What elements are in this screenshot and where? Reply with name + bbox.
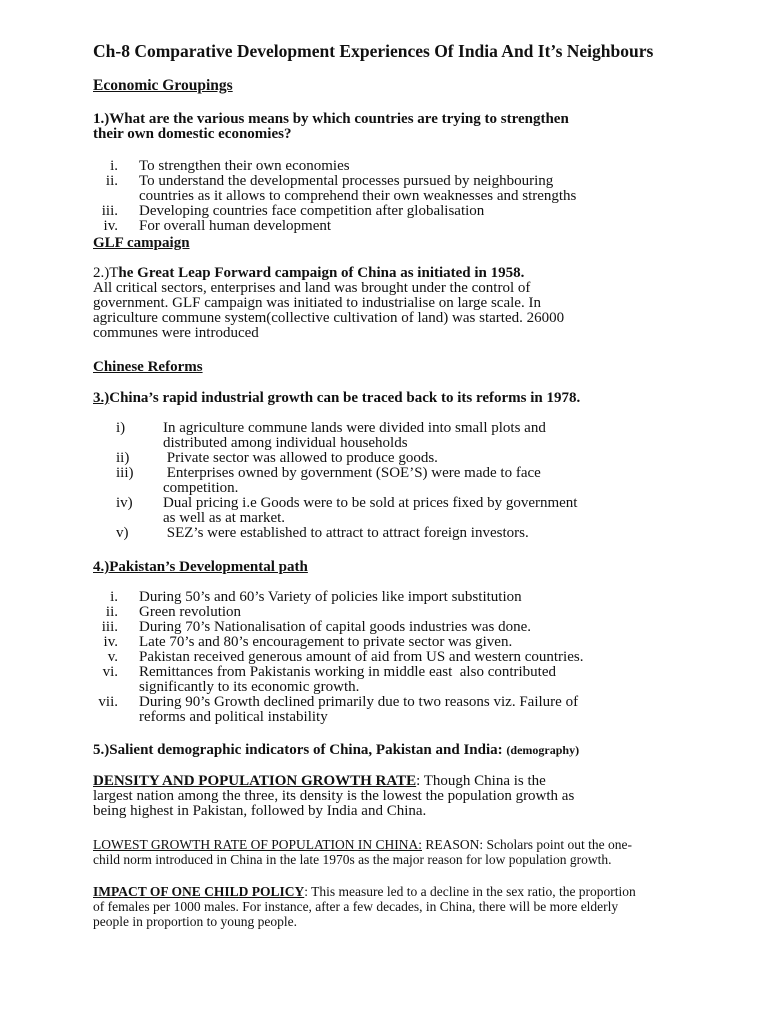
list-pakistan-path: i. During 50’s and 60’s Variety of policies like import substitution ii. Green revolution iii. During 70’s Nationalisation of capital goods industries was done. iv. Late 70’s and 80’s encouragement to private sector was given. v. Pakistan received generous amount of aid from US and western countries. vi. Remittances from Pakistanis working in middle east also contributed significantly to its economic growth. vii. During 90’s Growth declined primarily due to two reasons viz. Failure of reforms and political instability (93, 590, 713, 725)
list-item: i) In agriculture commune lands were divided into small plots and (116, 420, 546, 436)
list-item: i. To strengthen their own economies (110, 158, 350, 174)
question-2: 2.)The Great Leap Forward campaign of China as initiated in 1958. (93, 265, 525, 281)
lowest-growth-paragraph: LOWEST GROWTH RATE OF POPULATION IN CHINA: REASON: Scholars point out the one- child norm introduced in China in the late 1970s as the major reason for low population growth. (93, 837, 632, 867)
section-heading-chinese-reforms: Chinese Reforms (93, 359, 203, 375)
question-5: 5.)Salient demographic indicators of China, Pakistan and India: (demography) (93, 742, 580, 758)
list-chinese-reforms: i) In agriculture commune lands were divided into small plots and distributed among individual households ii) Private sector was allowed to produce goods. iii) Enterprises owned by government (SOE’S) were made to face competition. iv) Dual pricing i.e Goods were to be sold at prices fixed by government as well as at market. v) SEZ’s were established to attract to attract foreign investors. (93, 421, 713, 541)
list-item: iv) Dual pricing i.e Goods were to be sold at prices fixed by government (116, 495, 578, 511)
list-economic-groupings: i. To strengthen their own economies ii. To understand the developmental processes pursued by neighbouring countries as it allows to comprehend their own weaknesses and strengths iii. Developing countries face competition after globalisation iv. For overall human development (93, 159, 713, 234)
list-item: v) SEZ’s were established to attract to attract foreign investors. (116, 525, 529, 541)
section-heading-pakistan-path: 4.)Pakistan’s Developmental path (93, 559, 308, 575)
list-item: ii) Private sector was allowed to produce goods. (116, 450, 438, 466)
one-child-policy-paragraph: IMPACT OF ONE CHILD POLICY: This measure led to a decline in the sex ratio, the proportion of females per 1000 males. For instance, after a few decades, in China, there will be more elderly people in proportion to young people. (93, 884, 636, 929)
page-title: Ch-8 Comparative Development Experiences Of India And It’s Neighbours (93, 41, 654, 61)
list-item: vii. During 90’s Growth declined primarily due to two reasons viz. Failure of (98, 694, 579, 710)
density-paragraph: DENSITY AND POPULATION GROWTH RATE: Though China is the largest nation among the three, its density is the lowest the population growth as being highest in Pakistan, followed by India and China. (93, 773, 575, 819)
list-item: iv. Late 70’s and 80’s encouragement to private sector was given. (103, 634, 513, 650)
list-item: v. Pakistan received generous amount of aid from US and western countries. (107, 649, 584, 665)
list-item: vi. Remittances from Pakistanis working in middle east also contributed (102, 664, 557, 680)
glf-paragraph: All critical sectors, enterprises and land was brought under the control of government. GLF campaign was initiated to industrialise on large scale. In agriculture commune system(collective cultivation of land) was started. 26000 communes were introduced (93, 280, 565, 341)
list-item: ii. To understand the developmental processes pursued by neighbouring (105, 173, 554, 189)
list-item: iii) Enterprises owned by government (SOE’S) were made to face (116, 465, 541, 481)
list-item: iii. During 70’s Nationalisation of capital goods industries was done. (101, 619, 532, 635)
list-item: i. During 50’s and 60’s Variety of policies like import substitution (110, 589, 522, 605)
list-item: ii. Green revolution (105, 604, 242, 620)
question-3: 3.)China’s rapid industrial growth can be traced back to its reforms in 1978. (93, 390, 581, 406)
section-heading-economic-groupings: Economic Groupings (93, 77, 233, 94)
question-1: 1.)What are the various means by which countries are trying to strengthen their own domestic economies? (93, 111, 569, 142)
list-item: iv. For overall human development (103, 218, 332, 234)
list-item: iii. Developing countries face competition after globalisation (101, 203, 485, 219)
section-heading-glf-campaign: GLF campaign (93, 235, 190, 251)
